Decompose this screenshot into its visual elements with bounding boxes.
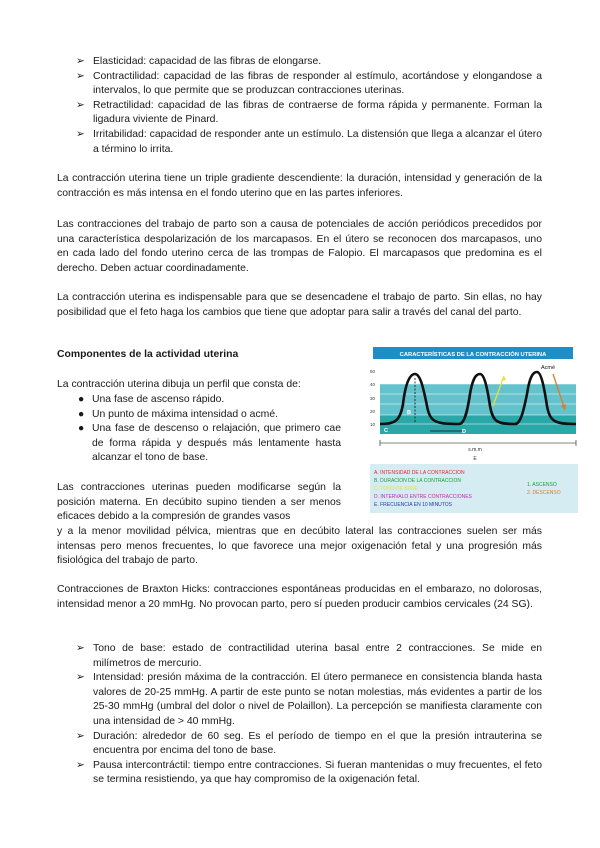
y-tick-label: 20 [370, 409, 376, 414]
list-item: ● Una fase de descenso o relajación, que primero cae de forma rápida y después más lentamente hasta alcanzar el tono de base. [78, 423, 341, 464]
list-item: ➢ Tono de base: estado de contractilidad uterina basal entre 2 contracciones. Se mide en milímetros de mercurio. [76, 643, 542, 669]
properties-list [76, 55, 542, 157]
legend-item: B. DURACION DE LA CONTRACCION [374, 478, 461, 484]
paragraph-pacemakers: Las contracciones del trabajo de parto son a causa de potenciales de acción periódicos precedidos por una característica despolarización de los marcapasos. En el útero se reconocen dos marcapasos, uno en cada lado del fondo uterino cerca de las trompas de Falopio. El marcapasos que predomina es el derecho. Deben actuar coordinadamente. [57, 219, 542, 274]
acme-label: Acmé [541, 365, 556, 371]
paragraph-gradient: La contracción uterina tiene un triple gradiente descendiente: la duración, intensidad y generación de la contracción es más intensa en el fondo uterino que en las partes inferiores. [57, 173, 542, 199]
arrow-bullet-icon: ➢ [76, 128, 85, 140]
list-item: ● Un punto de máxima intensidad o acmé. [78, 408, 341, 423]
arrow-bullet-icon: ➢ [76, 70, 85, 82]
legend-item-right: 2. DESCENSO [527, 490, 561, 496]
section-heading: Componentes de la actividad uterina [57, 349, 239, 360]
label-d: D [462, 429, 466, 435]
arrow-bullet-icon: ➢ [76, 99, 85, 111]
contraction-diagram [367, 344, 581, 515]
paragraph-position-a: Las contracciones uterinas pueden modificarse según la posición materna. En decúbito supino tienden a ser menos eficaces debido a la compresión de grandes vasos [57, 482, 341, 523]
phases-list [78, 393, 341, 466]
y-tick-label: 10 [370, 422, 376, 427]
list-item: ➢ Elasticidad: capacidad de las fibras de elongarse. [76, 55, 542, 70]
x-axis-label: s.m.m [468, 447, 482, 453]
arrow-bullet-icon: ➢ [76, 643, 85, 654]
y-tick-label: 30 [370, 396, 376, 401]
paragraph-braxton-hicks: Contracciones de Braxton Hicks: contracciones espontáneas producidas en el embarazo, no dolorosas, intensidad menor a 20 mmHg. No provocan parto, pero sí pueden producir cambios cervicales (24 SG). [57, 584, 542, 610]
label-b: B [407, 410, 411, 416]
list-item: ➢ Irritabilidad: capacidad de responder ante un estímulo. La distensión que llega a alcanzar el útero a término lo irrita. [76, 128, 542, 155]
legend-item-right: 1. ASCENSO [527, 482, 557, 488]
dot-bullet-icon: ● [78, 408, 85, 420]
paragraph-position-b: y a la menor movilidad pélvica, mientras que en decúbito lateral las contracciones suelen ser más intensas pero menos frecuentes, lo que favorece una mejor oxigenación fetal y una progresión más fisiológica del trabajo de parto. [57, 526, 542, 567]
label-e: E [473, 456, 477, 462]
legend-item: C. TONO DE BASE [374, 486, 418, 492]
dot-bullet-icon: ● [78, 394, 85, 405]
arrow-bullet-icon: ➢ [76, 759, 85, 771]
list-item: ➢ Duración: alrededor de 60 seg. Es el período de tiempo en el que la presión intrauterina se encuentra por encima del tono de base. [76, 730, 542, 757]
components-list [76, 642, 542, 788]
label-a: A [411, 377, 415, 383]
list-item: ➢ Intensidad: presión máxima de la contracción. El útero permanece en consistencia blanda hasta valores de 20-25 mmHg. A partir de este punto se notan molestias, más evidentes a partir de los 25-30 mmHg (umbral del dolor o nivel de Polaillon). La percepción se manifiesta claramente con una intensidad de > 40 mmHg. [76, 672, 542, 727]
arrow-bullet-icon: ➢ [76, 672, 85, 684]
y-tick-label: 40 [370, 382, 376, 387]
arrow-bullet-icon: ➢ [76, 730, 85, 742]
paragraph-indispensable: La contracción uterina es indispensable para que se desencadene el trabajo de parto. Sin ellas, no hay posibilidad que el feto haga los cambios que tiene que adoptar para salir a través del canal del parto. [57, 292, 542, 318]
diagram-title: CARACTERÍSTICAS DE LA CONTRACCIÓN UTERINA [399, 352, 547, 358]
label-c: C [384, 428, 388, 434]
list-item: ➢ Retractilidad: capacidad de las fibras de contraerse de forma rápida y permanente. Forman la ligadura viviente de Pinard. [76, 99, 542, 126]
list-item: ➢ Contractilidad: capacidad de las fibras de responder al estímulo, acortándose y elongandose a intervalos, lo que permite que se produzcan contracciones uterinas. [76, 70, 542, 97]
paragraph-profile: La contracción uterina dibuja un perfil que consta de: [57, 379, 301, 390]
list-item: ➢ Pausa intercontráctil: tiempo entre contracciones. Si fueran mantenidas o muy frecuentes, el feto se termina resistiendo, ya que hay compromiso de la oxigenación fetal. [76, 759, 542, 786]
contraction-diagram-svg [367, 344, 581, 515]
arrow-bullet-icon: ➢ [76, 56, 85, 67]
legend-item: D. INTERVALO ENTRE CONTRACCIONES [374, 494, 472, 500]
dot-bullet-icon: ● [78, 423, 85, 435]
y-tick-label: 50 [370, 369, 376, 374]
legend-item: E. FRECUENCIA EN 10 MINUTOS [374, 502, 452, 508]
list-item: ● Una fase de ascenso rápido. [78, 393, 341, 408]
legend-item: A. INTENSIDAD DE LA CONTRACCION [374, 470, 465, 476]
base-tone-band [380, 415, 576, 434]
